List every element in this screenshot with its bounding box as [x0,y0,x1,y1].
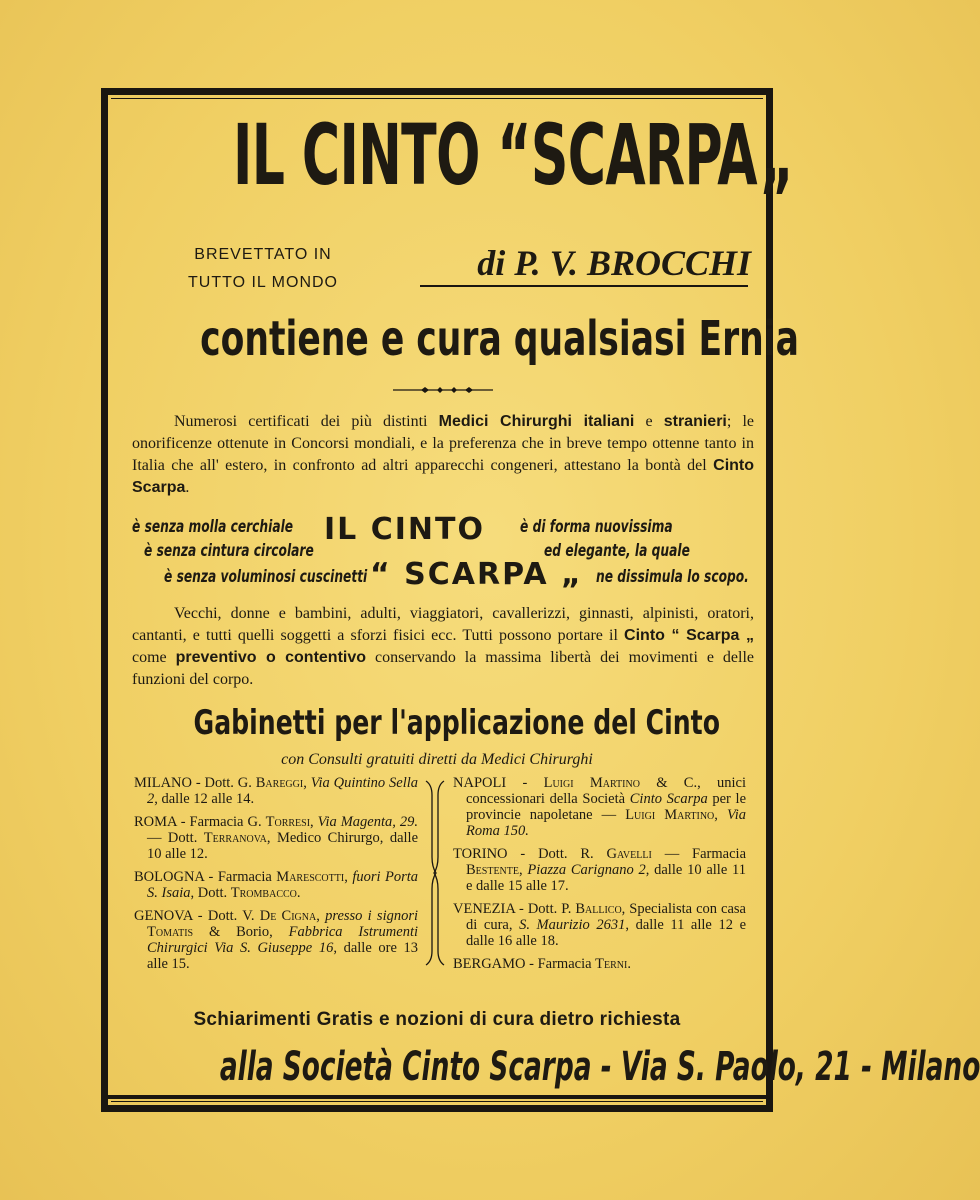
bottom-rule [108,1095,766,1099]
p1-medici: Medici Chirurghi italiani [438,413,635,430]
gabinetti-title: Gabinetti per l'applicazione del Cinto [193,703,720,743]
feature-left-3: è senza voluminosi cuscinetti [164,567,368,587]
location-bergamo: BERGAMO - Farmacia Terni. [453,956,631,972]
footer-address-line: alla Società Cinto Scarpa - Via S. Paolo, 21 - Milano [219,1044,980,1090]
p1-text-g: . [185,479,190,496]
author-line: di P. V. BROCCHI [477,243,751,283]
feature-center-1: IL CINTO [324,512,485,547]
p2-text-a: Vecchi, donne e bambini, adulti, viaggiatori, cavallerizzi, ginnasti, alpinisti, oratori, cantanti, e tutti quelli soggetti a sforzi fisici ecc. Tutti possono portare il [132,605,754,644]
gabinetti-subtitle: con Consulti gratuiti diretti da Medici Chirurghi [281,751,593,768]
patent-notice [178,241,348,297]
location-torino: TORINO - Dott. R. Gavelli — Farmacia Bestente, Piazza Carignano 2, dalle 10 alle 11 e dalle 15 alle 17. [453,846,747,894]
feature-right-3: ne dissimula lo scopo. [596,567,749,587]
location-venezia: VENEZIA - Dott. P. Ballico, Specialista con casa di cura, S. Maurizio 2631, dalle 11 alle 12 e dalle 16 alle 18. [453,901,747,949]
feature-center-2: “ SCARPA „ [370,557,583,592]
feature-right-2: ed elegante, la quale [544,541,690,561]
feature-right-1: è di forma nuovissima [520,517,673,537]
location-roma: ROMA - Farmacia G. Torresi, Via Magenta, 29. — Dott. Terranova, Medico Chirurgo, dalle 10 alle 12. [134,814,419,862]
headline: contiene e cura qualsiasi Ernia [200,311,799,367]
p2-text-c: come [132,649,167,666]
advertisement-frame [101,88,980,1112]
location-genova: GENOVA - Dott. V. De Cigna, presso i signori Tomatis & Borio, Fabbrica Istrumenti Chirurgici Via S. Giuseppe 16, dalle ore 13 alle 15. [134,908,419,972]
author-underline [420,285,748,287]
p1-text-c: e [645,413,653,430]
p1-text-e: ; le onorificenze ottenute in Concorsi mondiali, e la preferenza che in breve tempo ottenne tanto in Italia che all' estero, in confronto ad altri apparecchi congeneri, attestano la bontà del [132,413,755,474]
locations-right-column [453,775,746,979]
ornament-divider-icon [393,385,493,395]
patent-line-1: BREVETTATO IN [194,246,332,263]
p1-stranieri: stranieri [663,413,727,430]
certificates-paragraph [132,411,754,499]
main-title: IL CINTO “SCARPA„ [233,106,794,204]
users-paragraph [132,603,754,691]
p2-cinto-scarpa: Cinto “ Scarpa „ [624,627,755,644]
location-napoli: NAPOLI - Luigi Martino & C., unici concessionari della Società Cinto Scarpa per le provincie napoletane — Luigi Martino, Via Roma 150. [453,775,747,839]
patent-line-2: TUTTO IL MONDO [188,274,338,291]
column-brace-icon [423,779,447,967]
location-bologna: BOLOGNA - Farmacia Marescotti, fuori Porta S. Isaia, Dott. Trombacco. [134,869,419,901]
p2-preventivo: preventivo o contentivo [175,649,367,666]
feature-left-2: è senza cintura circolare [144,541,314,561]
locations-left-column [134,775,418,979]
p1-cinto-scarpa: Cinto Scarpa [132,457,755,496]
feature-left-1: è senza molla cerchiale [132,517,294,537]
location-milano: MILANO - Dott. G. Bareggi, Via Quintino Sella 2, dalle 12 alle 14. [134,775,419,807]
footer-info-line: Schiarimenti Gratis e nozioni di cura dietro richiesta [193,1009,681,1030]
p2-text-e: conservando la massima libertà dei movimenti e delle funzioni del corpo. [132,649,755,688]
p1-text-a: Numerosi certificati dei più distinti [174,413,428,430]
